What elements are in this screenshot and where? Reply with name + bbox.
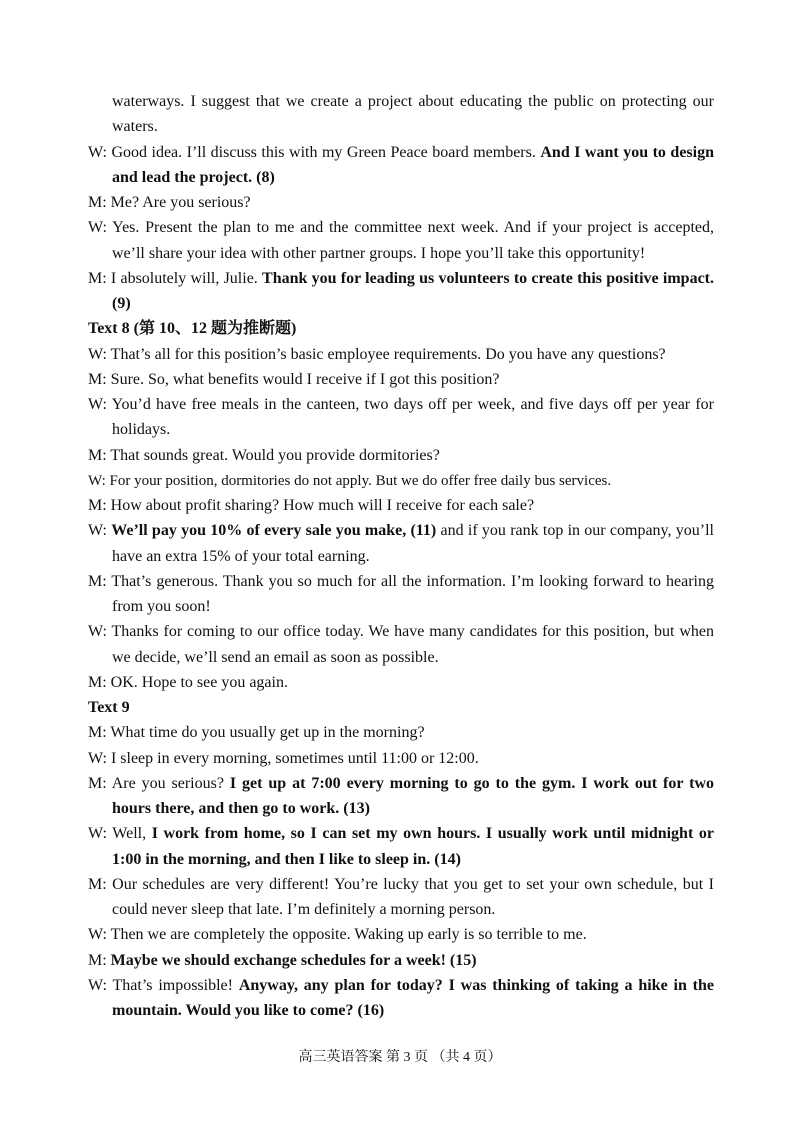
dialogue-text: M: Are you serious? xyxy=(88,774,230,792)
text-line xyxy=(88,976,714,996)
text-line xyxy=(88,370,499,390)
text-line xyxy=(88,749,479,769)
text-line xyxy=(88,496,534,516)
page-footer: 高三英语答案 第 3 页 （共 4 页） xyxy=(298,1050,502,1065)
dialogue-text: could never sleep that late. I’m definitely a morning person. xyxy=(112,901,496,918)
bold-answer-text: mountain. Would you like to come? (16) xyxy=(112,1002,385,1019)
text-line xyxy=(88,824,714,844)
text-line xyxy=(112,799,370,819)
text-line xyxy=(112,850,461,870)
dialogue-text: M: Our schedules are very different! You’re lucky that you get to set your own schedule, but I xyxy=(88,875,714,893)
bold-answer-text: And I want you to design xyxy=(540,143,714,161)
dialogue-text: W: You’d have free meals in the canteen, two days off per week, and five days off per year for xyxy=(88,396,714,413)
text-line xyxy=(112,900,495,920)
bold-answer-text: We’ll pay you 10% of every sale you make, (11) xyxy=(111,522,437,540)
text-line xyxy=(88,446,440,466)
dialogue-text: W: That’s impossible! xyxy=(88,976,239,994)
dialogue-text: M: That’s generous. Thank you so much for all the information. I’m looking forward to hearing xyxy=(88,572,714,590)
dialogue-text: we decide, we’ll send an email as soon as possible. xyxy=(112,648,439,666)
text-line xyxy=(88,471,611,491)
dialogue-text: waterways. I suggest that we create a project about educating the public on protecting our xyxy=(112,93,714,110)
dialogue-text: W: Then we are completely the opposite. Waking up early is so terrible to me. xyxy=(88,926,587,944)
text-line xyxy=(112,547,370,567)
text-line xyxy=(88,622,714,642)
text-line xyxy=(88,572,714,592)
dialogue-text: M: How about profit sharing? How much will I receive for each sale? xyxy=(88,497,535,514)
text-line xyxy=(88,345,666,365)
bold-answer-text: 1:00 in the morning, and then I like to sleep in. (14) xyxy=(112,850,461,868)
text-line xyxy=(112,420,170,440)
bold-answer-text: Text 9 xyxy=(88,699,130,716)
dialogue-text: M: That sounds great. Would you provide dormitories? xyxy=(88,446,440,464)
text-line xyxy=(88,875,714,895)
dialogue-text: W: Well, xyxy=(88,825,152,843)
bold-answer-text: I work from home, so I can set my own hours. I usually work until midnight or xyxy=(151,825,714,843)
text-line xyxy=(112,168,275,188)
text-line xyxy=(112,597,211,617)
bold-answer-text: Text 8 (第 10、12 题为推断题) xyxy=(88,320,297,338)
text-line xyxy=(88,395,714,415)
dialogue-text: W: Good idea. I’ll discuss this with my Green Peace board members. xyxy=(88,143,541,161)
dialogue-text: M: OK. Hope to see you again. xyxy=(88,673,288,691)
dialogue-text: W: I sleep in every morning, sometimes until 11:00 or 12:00. xyxy=(88,749,479,767)
dialogue-text: W: For your position, dormitories do not apply. But we do offer free daily bus services. xyxy=(88,472,612,489)
text-line xyxy=(88,723,425,743)
dialogue-text: we’ll share your idea with other partner groups. I hope you’ll take this opportunity! xyxy=(112,244,646,262)
text-line xyxy=(88,319,296,339)
dialogue-text: W: That’s all for this position’s basic employee requirements. Do you have any questions? xyxy=(88,345,666,363)
bold-answer-text: Thank you for leading us volunteers to create this positive impact. xyxy=(262,269,714,287)
dialogue-text: W: Yes. Present the plan to me and the committee next week. And if your project is accepted, xyxy=(88,219,714,237)
text-line xyxy=(112,648,439,668)
text-line xyxy=(88,143,714,163)
dialogue-text: from you soon! xyxy=(112,598,211,615)
text-line xyxy=(88,193,251,213)
dialogue-text: M: I absolutely will, Julie. xyxy=(88,269,263,287)
text-line xyxy=(88,951,477,971)
bold-answer-text: Anyway, any plan for today? I was thinking of taking a hike in the xyxy=(238,976,714,994)
text-line xyxy=(112,92,714,112)
dialogue-text: W: Thanks for coming to our office today. We have many candidates for this position, but when xyxy=(88,623,714,641)
dialogue-text: waters. xyxy=(112,118,158,136)
text-line xyxy=(112,117,158,137)
text-line xyxy=(88,774,714,794)
text-line xyxy=(88,698,130,718)
dialogue-text: M: What time do you usually get up in the morning? xyxy=(88,724,425,742)
dialogue-text: M: xyxy=(88,951,111,969)
bold-answer-text: hours there, and then go to work. (13) xyxy=(112,800,370,817)
dialogue-text: holidays. xyxy=(112,421,171,439)
bold-answer-text: (9) xyxy=(112,295,131,312)
text-line xyxy=(88,218,714,238)
dialogue-text: M: Me? Are you serious? xyxy=(88,194,251,211)
text-line xyxy=(88,269,714,289)
dialogue-text: W: xyxy=(88,522,112,540)
bold-answer-text: Maybe we should exchange schedules for a week! (15) xyxy=(110,951,477,969)
text-line xyxy=(88,673,288,693)
text-line xyxy=(112,294,131,314)
text-line xyxy=(112,1001,384,1021)
bold-answer-text: I get up at 7:00 every morning to go to the gym. I work out for two xyxy=(229,774,714,792)
text-line xyxy=(88,521,714,541)
bold-answer-text: and lead the project. (8) xyxy=(112,168,275,186)
dialogue-text: M: Sure. So, what benefits would I receive if I got this position? xyxy=(88,370,500,388)
text-line xyxy=(112,244,645,264)
dialogue-text: have an extra 15% of your total earning. xyxy=(112,547,370,565)
dialogue-text: and if you rank top in our company, you’ll xyxy=(436,522,714,540)
text-line xyxy=(88,925,587,945)
